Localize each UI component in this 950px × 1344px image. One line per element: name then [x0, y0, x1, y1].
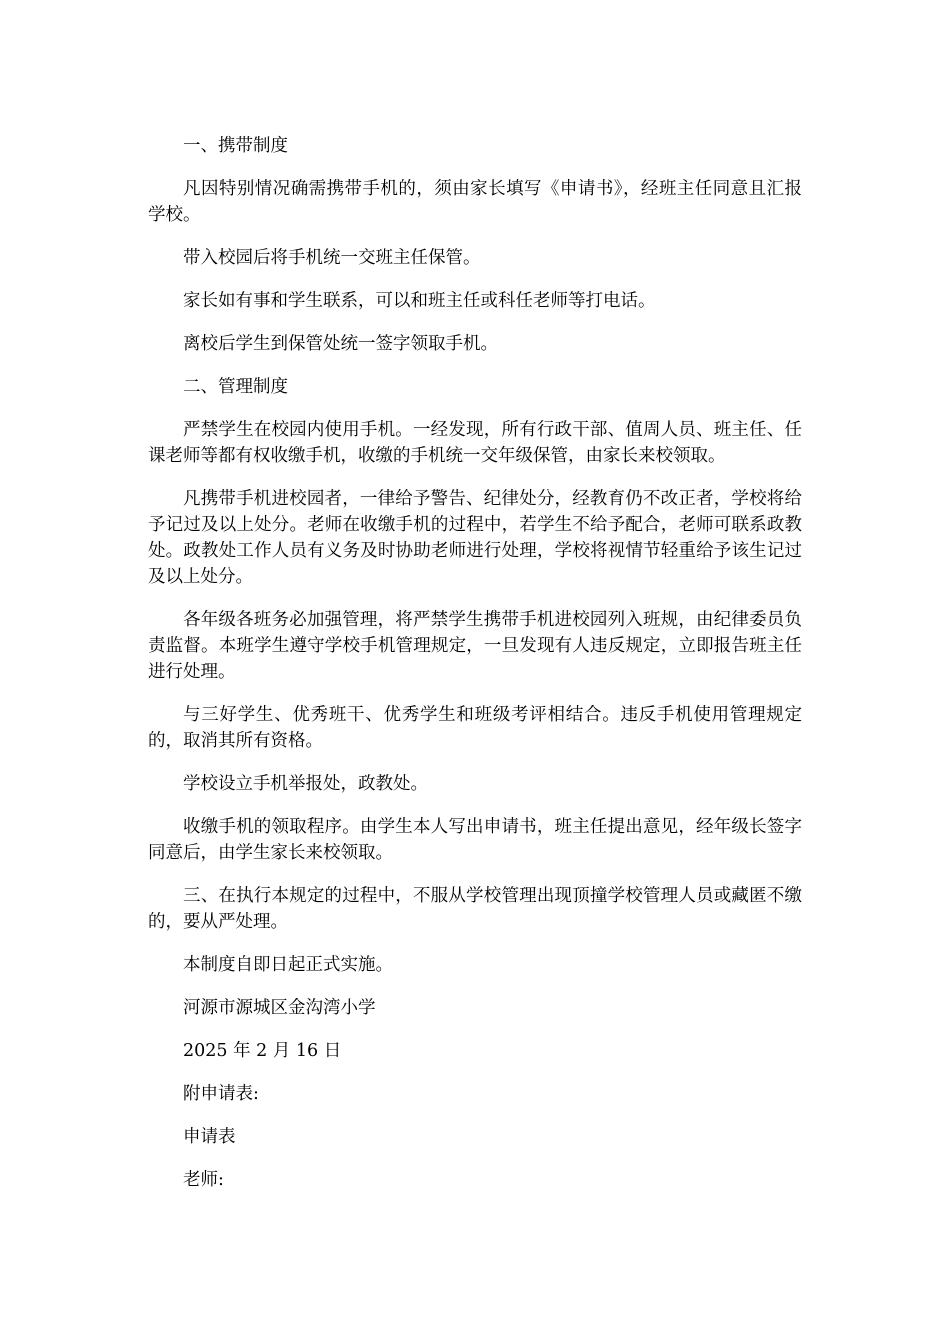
school-name: 河源市源城区金沟湾小学: [183, 998, 376, 1018]
paragraph: 家长如有事和学生联系，可以和班主任或科任老师等打电话。: [183, 291, 656, 311]
paragraph: 凡因特别情况确需携带手机的，须由家长填写《申请书》，经班主任同意且汇报学校。: [148, 179, 802, 225]
paragraph: 与三好学生、优秀班干、优秀学生和班级考评相结合。违反手机使用管理规定的，取消其所有资格。: [148, 705, 802, 751]
paragraph: 本制度自即日起正式实施。: [183, 955, 393, 975]
section-heading-management: 二、管理制度: [183, 377, 288, 397]
section-heading-carry: 一、携带制度: [183, 136, 288, 156]
paragraph: 严禁学生在校园内使用手机。一经发现，所有行政干部、值周人员、班主任、任课老师等都有权收缴手机，收缴的手机统一交年级保管，由家长来校领取。: [148, 420, 802, 466]
application-form-title: 申请表: [183, 1127, 236, 1147]
attachment-label: 附申请表:: [183, 1084, 259, 1104]
section-heading-enforcement: 三、在执行本规定的过程中，不服从学校管理出现顶撞学校管理人员或藏匿不缴的，要从严处理。: [148, 886, 802, 932]
paragraph: 带入校园后将手机统一交班主任保管。: [183, 248, 481, 268]
document-date: 2025 年 2 月 16 日: [183, 1041, 342, 1061]
paragraph: 凡携带手机进校园者，一律给予警告、纪律处分，经教育仍不改正者，学校将给予记过及以上处分。老师在收缴手机的过程中，若学生不给予配合，老师可联系政教处。政教处工作人员有义务及时协助老师进行处理，学校将视情节轻重给予该生记过及以上处分。: [148, 489, 802, 587]
salutation: 老师:: [183, 1170, 224, 1190]
paragraph: 收缴手机的领取程序。由学生本人写出申请书，班主任提出意见，经年级长签字同意后，由学生家长来校领取。: [148, 817, 802, 863]
paragraph: 各年级各班务必加强管理，将严禁学生携带手机进校园列入班规，由纪律委员负责监督。本班学生遵守学校手机管理规定，一旦发现有人违反规定，立即报告班主任进行处理。: [148, 610, 802, 682]
document-page: [148, 133, 802, 1210]
paragraph: 离校后学生到保管处统一签字领取手机。: [183, 334, 498, 354]
paragraph: 学校设立手机举报处，政教处。: [183, 774, 428, 794]
